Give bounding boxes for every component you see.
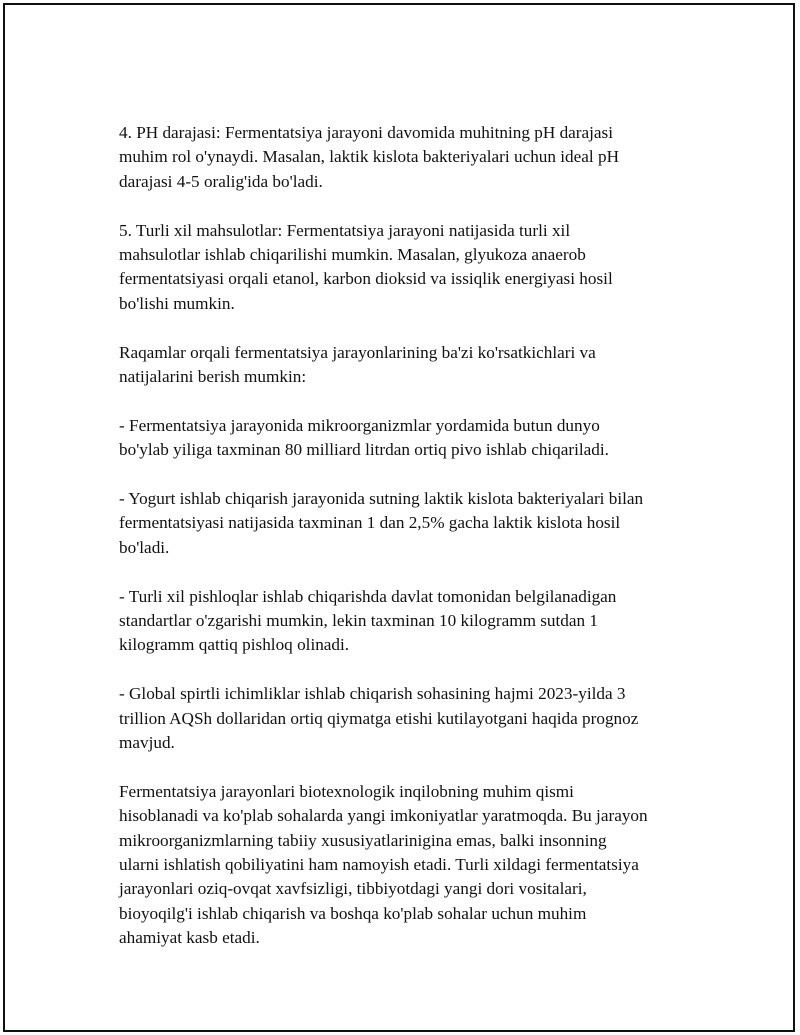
text-line: mikroorganizmlarning tabiiy xususiyatlarinigina emas, balki insonning bbox=[119, 830, 607, 850]
paragraph-figures-intro bbox=[119, 341, 709, 390]
paragraph-products bbox=[119, 219, 709, 317]
text-line: standartlar o'zgarishi mumkin, lekin taxminan 10 kilogramm sutdan 1 bbox=[119, 611, 599, 631]
bullet-yogurt bbox=[119, 487, 709, 560]
text-line: - Fermentatsiya jarayonida mikroorganizmlar yordamida butun dunyo bbox=[119, 415, 600, 435]
text-line: natijalarini berish mumkin: bbox=[119, 367, 307, 387]
text-line: ahamiyat kasb etadi. bbox=[119, 928, 260, 948]
bullet-beer-production bbox=[119, 414, 709, 463]
text-line: mahsulotlar ishlab chiqarilishi mumkin. Masalan, glyukoza anaerob bbox=[119, 245, 586, 265]
text-line: jarayonlari oziq-ovqat xavfsizligi, tibbiyotdagi yangi dori vositalari, bbox=[119, 879, 587, 899]
text-line: bo'ylab yiliga taxminan 80 milliard litrdan ortiq pivo ishlab chiqariladi. bbox=[119, 440, 609, 460]
text-line: - Turli xil pishloqlar ishlab chiqarishda davlat tomonidan belgilanadigan bbox=[119, 586, 617, 606]
bullet-cheese bbox=[119, 585, 709, 658]
text-line: ularni ishlatish qobiliyatini ham namoyish etadi. Turli xildagi fermentatsiya bbox=[119, 855, 639, 875]
text-line: darajasi 4-5 oralig'ida bo'ladi. bbox=[119, 171, 323, 191]
text-line: hisoblanadi va ko'plab sohalarda yangi imkoniyatlar yaratmoqda. Bu jarayon bbox=[119, 806, 648, 826]
document-body bbox=[119, 121, 709, 975]
text-line: kilogramm qattiq pishloq olinadi. bbox=[119, 635, 350, 655]
text-line: fermentatsiyasi orqali etanol, karbon dioksid va issiqlik energiyasi hosil bbox=[119, 269, 613, 289]
text-line: bo'ladi. bbox=[119, 537, 170, 557]
text-line: Raqamlar orqali fermentatsiya jarayonlarining ba'zi ko'rsatkichlari va bbox=[119, 342, 596, 362]
text-line: muhim rol o'ynaydi. Masalan, laktik kislota bakteriyalari uchun ideal pH bbox=[119, 147, 619, 167]
text-line: bioyoqilg'i ishlab chiqarish va boshqa ko'plab sohalar uchun muhim bbox=[119, 903, 587, 923]
text-line: 5. Turli xil mahsulotlar: Fermentatsiya jarayoni natijasida turli xil bbox=[119, 220, 571, 240]
text-line: mavjud. bbox=[119, 733, 175, 753]
text-line: - Global spirtli ichimliklar ishlab chiqarish sohasining hajmi 2023-yilda 3 bbox=[119, 684, 626, 704]
text-line: Fermentatsiya jarayonlari biotexnologik inqilobning muhim qismi bbox=[119, 781, 574, 801]
page-frame bbox=[3, 3, 795, 1032]
text-line: - Yogurt ishlab chiqarish jarayonida sutning laktik kislota bakteriyalari bilan bbox=[119, 489, 644, 509]
text-line: bo'lishi mumkin. bbox=[119, 293, 235, 313]
text-line: trillion AQSh dollaridan ortiq qiymatga etishi kutilayotgani haqida prognoz bbox=[119, 708, 639, 728]
bullet-spirits-market bbox=[119, 682, 709, 755]
text-line: 4. PH darajasi: Fermentatsiya jarayoni davomida muhitning pH darajasi bbox=[119, 123, 614, 142]
text-line: fermentatsiyasi natijasida taxminan 1 dan 2,5% gacha laktik kislota hosil bbox=[119, 513, 621, 533]
paragraph-conclusion bbox=[119, 780, 709, 951]
paragraph-ph-level bbox=[119, 121, 709, 194]
